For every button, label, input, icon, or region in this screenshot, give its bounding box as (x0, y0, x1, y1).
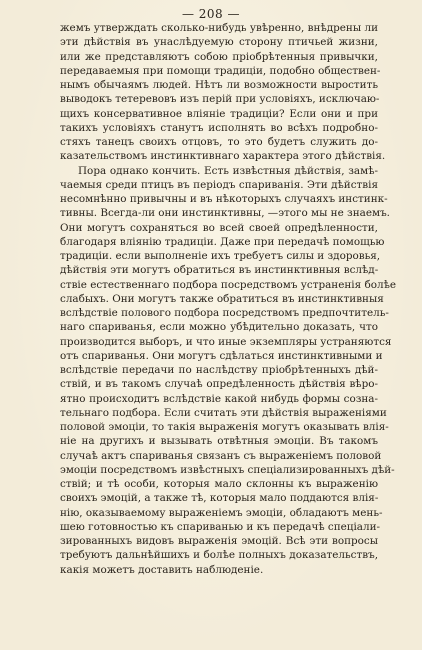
text-line: какія можетъ доставить наблюденіе. (60, 563, 264, 576)
body-text (60, 21, 397, 577)
text-line: стяхъ танецъ своихъ отцовъ, то это будетъ служить до- (60, 136, 378, 148)
text-line: или же представляютъ собою пріобрѣтенныя привычки, (60, 50, 378, 63)
text-line: требуютъ дальнѣйшихъ и болѣе полныхъ доказательствъ, (60, 549, 378, 562)
page-number: — 208 — (181, 7, 241, 21)
text-line: ствій; и тѣ особи, которыя мало склонны къ выраженію (60, 478, 378, 490)
text-line: дѣйствія эти могутъ обратиться въ инстинктивныя вслѣд- (60, 264, 379, 277)
text-line: традиціи. если выполненіе ихъ требуетъ силы и здоровья, (60, 250, 381, 262)
text-line: случаѣ актъ спариванья связанъ съ выраженіемъ половой (60, 449, 382, 462)
text-line: нію, оказываемому выраженіемъ эмоціи, обладаютъ мень- (60, 506, 383, 519)
text-line: Пора однако кончить. Есть извѣстныя дѣйствія, замѣ- (78, 164, 378, 177)
text-line: жемъ утверждать сколько-нибудь увѣренно, внѣдрены ли (60, 22, 378, 34)
text-line: шею готовностью къ спариванью и къ передачѣ спеціали- (60, 520, 381, 533)
text-line: наго спариванья, если можно убѣдительно доказать, что (60, 321, 378, 334)
text-line: ствій, и въ такомъ случаѣ опредѣленность дѣйствія вѣро- (60, 378, 378, 391)
text-line: половой эмоціи, то такія выраженія могутъ оказывать влія- (60, 421, 389, 433)
text-line: вслѣдствіе передачи по наслѣдству пріобрѣтенныхъ дѣй- (60, 364, 378, 376)
text-line: Они могутъ сохраняться во всей своей опредѣленности, (60, 221, 378, 234)
text-line: эмоціи посредствомъ извѣстныхъ спеціализированныхъ дѣй- (60, 463, 395, 476)
text-line: вслѣдствіе полового подбора посредствомъ предпочтитель- (60, 307, 389, 319)
text-line: отъ спариванья. Они могутъ сдѣлаться инстинктивными и (60, 349, 383, 362)
text-line: передаваемыя при помощи традиціи, подобно обществен- (60, 64, 381, 77)
text-line: производится выборъ, и что иные экземпляры устраняются (60, 335, 392, 348)
text-line: тивны. Всегда-ли они инстинктивны, —этого мы не знаемъ. (60, 207, 390, 220)
text-line: несомнѣнно привычны и въ нѣкоторыхъ случаяхъ инстинк- (60, 193, 388, 205)
text-line: щихъ консервативное вліяніе традиціи? Если они и при (60, 107, 378, 120)
text-line: тельнаго подбора. Если считать эти дѣйствія выраженіями (60, 406, 387, 419)
text-line: эти дѣйствія въ унаслѣдуемую сторону птичьей жизни, (60, 36, 378, 49)
text-line: выводокъ тетеревовъ изъ перій при условіяхъ, исключаю- (60, 93, 380, 106)
text-line: казательствомъ инстинктивнаго характера этого дѣйствія. (60, 150, 386, 163)
text-line: нымъ обычаямъ людей. Нѣтъ ли возможности выростить (60, 79, 378, 91)
text-line: ятно происходитъ вслѣдствіе какой нибудь формы созна- (60, 392, 378, 405)
text-line: такихъ условіяхъ станутъ исполнять во всѣхъ подробно- (60, 121, 378, 134)
text-line: своихъ эмоцій, а также тѣ, которыя мало поддаются влія- (60, 492, 379, 505)
text-line: чаемыя среди птицъ въ періодъ спариванія. Эти дѣйствія (60, 178, 378, 191)
text-line: зированныхъ видовъ выраженія эмоцій. Всѣ эти вопросы (60, 535, 378, 547)
text-line: слабыхъ. Они могутъ также обратиться въ инстинктивныя (60, 292, 384, 305)
text-line: ствіе естественнаго подбора посредствомъ устраненія болѣе (60, 278, 397, 291)
text-line: благодаря вліянію традиціи. Даже при передачѣ помощью (60, 235, 385, 248)
text-line: ніе на другихъ и вызывать отвѣтныя эмоціи. Въ такомъ (60, 435, 378, 448)
